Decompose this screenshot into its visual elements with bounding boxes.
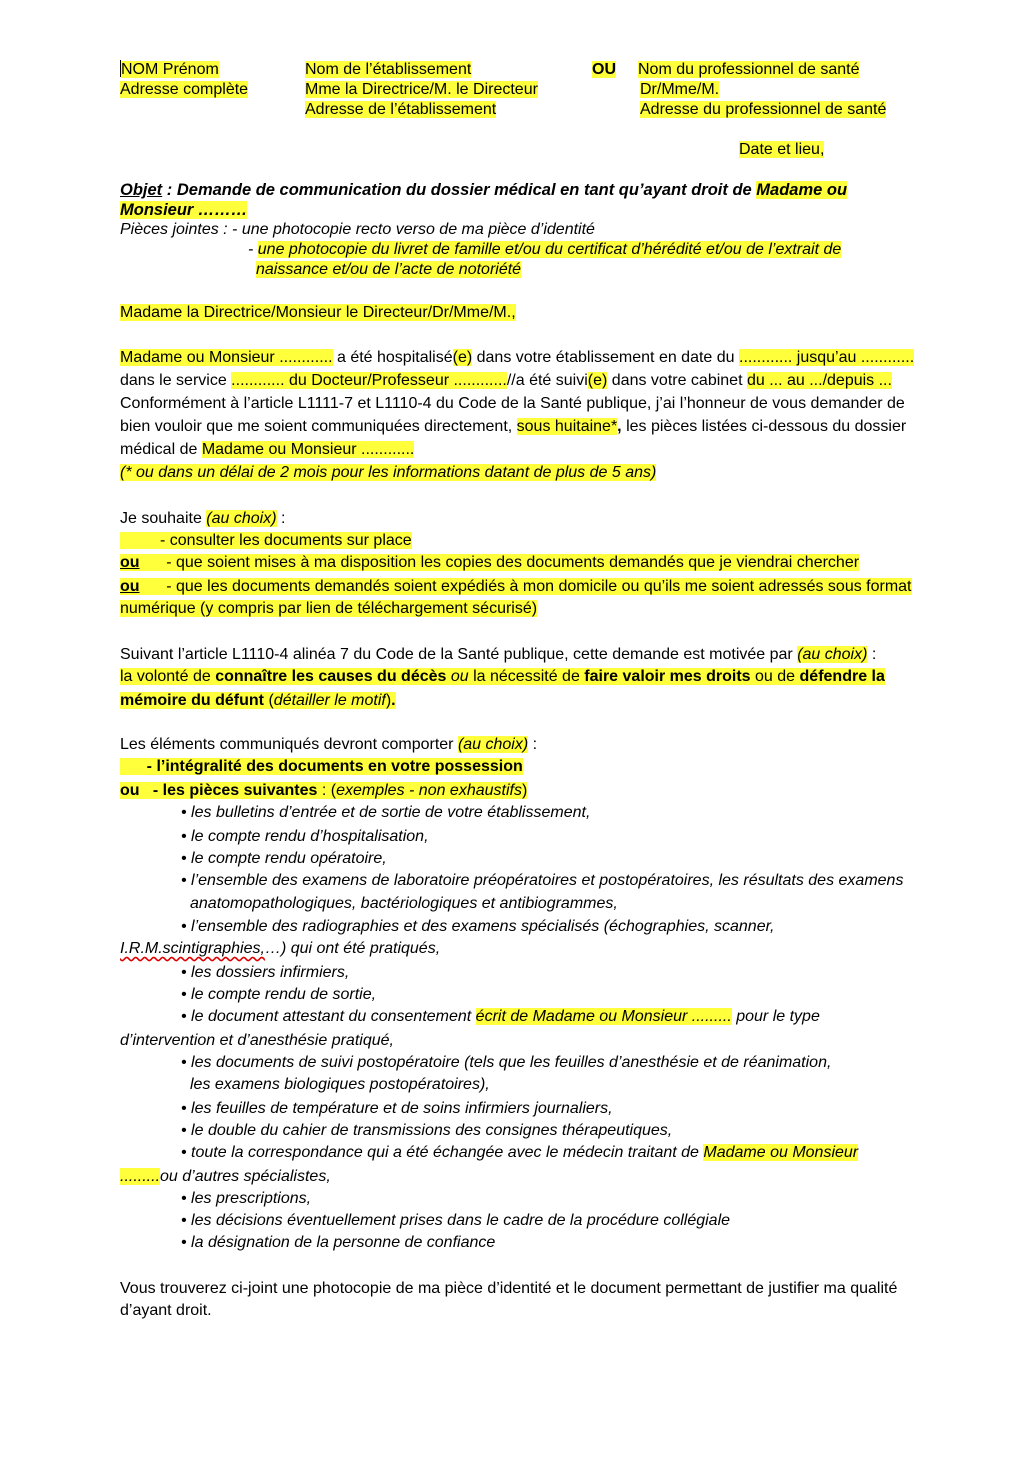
para1-line1: Madame ou Monsieur ............ a été hospitalisé(e) dans votre établissement en date du ............ jusqu’au ............ xyxy=(120,349,915,366)
pro-address: Adresse du professionnel de santé xyxy=(640,101,887,118)
bullet-item: • les décisions éventuellement prises dans le cadre de la procédure collégiale xyxy=(181,1212,731,1229)
sender-address: Adresse complète xyxy=(120,81,249,98)
elements-option-2: ou - les pièces suivantes : (exemples - non exhaustifs) xyxy=(120,782,528,799)
choice-intro: Je souhaite (au choix) : xyxy=(120,510,286,527)
closing-line1: Vous trouverez ci-joint une photocopie de ma pièce d’identité et le document permettant de justifier ma qualité xyxy=(120,1280,898,1297)
bullet-item: • les feuilles de température et de soins infirmiers journaliers, xyxy=(181,1100,613,1117)
bullet-item: • le compte rendu opératoire, xyxy=(181,850,387,867)
estab-name: Nom de l’établissement xyxy=(305,61,472,78)
choice-option-1: - consulter les documents sur place xyxy=(120,532,412,549)
bullet-item: • le compte rendu de sortie, xyxy=(181,986,377,1003)
bullet-item: • l’ensemble des radiographies et des examens spécialisés (échographies, scanner, xyxy=(181,918,775,935)
motive-line3: mémoire du défunt (détailler le motif). xyxy=(120,692,396,709)
bullet-item: • le double du cahier de transmissions des consignes thérapeutiques, xyxy=(181,1122,673,1139)
bullet-item-cont: .........ou d’autres spécialistes, xyxy=(120,1168,331,1185)
pieces-jointes-3: naissance et/ou de l’acte de notoriété xyxy=(256,261,522,278)
bullet-item-cont: anatomopathologiques, bactériologiques et antibiogrammes, xyxy=(190,895,618,912)
estab-address: Adresse de l’établissement xyxy=(305,101,497,118)
para1-line3: Conformément à l’article L1111-7 et L1110-4 du Code de la Santé publique, j’ai l’honneur de vous demander de xyxy=(120,395,905,412)
bullet-item: • les prescriptions, xyxy=(181,1190,312,1207)
pieces-jointes-1: Pièces jointes : - une photocopie recto verso de ma pièce d’identité xyxy=(120,221,595,238)
closing-line2: d’ayant droit. xyxy=(120,1302,212,1319)
bullet-item: • l’ensemble des examens de laboratoire préopératoires et postopératoires, les résultats des examens xyxy=(181,872,904,889)
bullet-item: • toute la correspondance qui a été échangée avec le médecin traitant de Madame ou Monsieur xyxy=(181,1144,859,1161)
pieces-jointes-2: - une photocopie du livret de famille et/ou du certificat d’hérédité et/ou de l’extrait de xyxy=(248,241,842,258)
choice-option-2: ou - que soient mises à ma disposition les copies des documents demandés que je viendrai chercher xyxy=(120,554,860,571)
bullet-item: • les bulletins d’entrée et de sortie de votre établissement, xyxy=(181,804,591,821)
objet-line: Objet : Demande de communication du dossier médical en tant qu’ayant droit de Madame ou xyxy=(120,181,848,199)
para1-line4: bien vouloir que me soient communiquées directement, sous huitaine*, les pièces listées ci-dessous du dossier xyxy=(120,418,907,435)
salutation: Madame la Directrice/Monsieur le Directeur/Dr/Mme/M., xyxy=(120,304,516,321)
elements-intro: Les éléments communiqués devront comporter (au choix) : xyxy=(120,736,538,753)
bullet-item: • les dossiers infirmiers, xyxy=(181,964,350,981)
estab-director: Mme la Directrice/M. le Directeur xyxy=(305,81,538,98)
bullet-item: • le compte rendu d’hospitalisation, xyxy=(181,828,429,845)
bullet-item: • le document attestant du consentement écrit de Madame ou Monsieur ......... pour le type xyxy=(181,1008,820,1025)
elements-option-1: - l’intégralité des documents en votre possession xyxy=(120,758,523,775)
sender-name: NOM Prénom xyxy=(121,61,219,78)
bullet-item: • la désignation de la personne de confiance xyxy=(181,1234,496,1251)
bullet-item-cont: I.R.M.scintigraphies,…) qui ont été pratiqués, xyxy=(120,940,441,957)
choice-option-3: ou - que les documents demandés soient expédiés à mon domicile ou qu’ils me soient adressés sous format xyxy=(120,578,912,595)
para1-line2: dans le service ............ du Docteur/Professeur ............//a été suivi(e) dans votre cabinet du ... au .../depuis ... xyxy=(120,372,892,389)
choice-option-3-cont: numérique (y compris par lien de téléchargement sécurisé) xyxy=(120,600,538,617)
or-label: OU xyxy=(592,61,616,78)
motive-line1: Suivant l’article L1110-4 alinéa 7 du Code de la Santé publique, cette demande est motivée par (au choix) : xyxy=(120,646,877,663)
date-place: Date et lieu, xyxy=(739,141,825,158)
bullet-item: • les documents de suivi postopératoire (tels que les feuilles d’anesthésie et de réanimation, xyxy=(181,1054,832,1071)
pro-title: Dr/Mme/M. xyxy=(640,81,720,98)
para1-footnote: (* ou dans un délai de 2 mois pour les informations datant de plus de 5 ans) xyxy=(120,464,657,481)
objet-line-2: Monsieur ……… xyxy=(120,201,248,219)
bullet-item-cont: d’intervention et d’anesthésie pratiqué, xyxy=(120,1032,394,1049)
para1-line5: médical de Madame ou Monsieur ............ xyxy=(120,441,415,458)
pro-name: Nom du professionnel de santé xyxy=(638,61,860,78)
motive-line2: la volonté de connaître les causes du décès ou la nécessité de faire valoir mes droits ou de défendre la xyxy=(120,668,885,685)
bullet-item-cont: les examens biologiques postopératoires), xyxy=(190,1076,490,1093)
